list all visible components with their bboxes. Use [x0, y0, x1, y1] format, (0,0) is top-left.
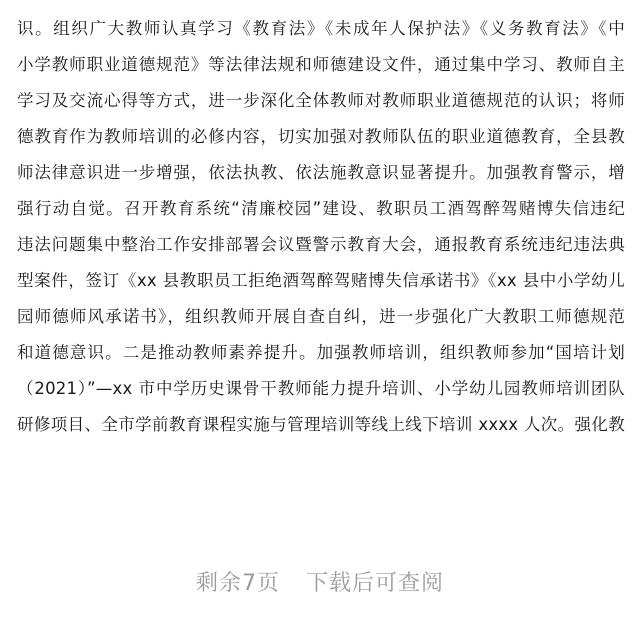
text-line: 和道德意识。二是推动教师素养提升。加强教师培训，组织教师参加“国培计划 — [17, 343, 625, 362]
text-line: 师法律意识进一步增强，依法执教、依法施教意识显著提升。加强教育警示，增 — [17, 163, 625, 182]
download-to-read-label[interactable]: 下载后可查阅 — [305, 571, 444, 596]
text-line: 识。组织广大教师认真学习《教育法》《未成年人保护法》《义务教育法》《中 — [17, 19, 625, 38]
text-line: （2021）”—xx 市中学历史课骨干教师能力提升培训、小学幼儿园教师培训团队 — [17, 379, 625, 398]
text-line: 型案件，签订《xx 县教职员工拒绝酒驾醉驾赌博失信承诺书》《xx 县中小学幼儿 — [17, 271, 625, 290]
document-body — [17, 0, 625, 443]
text-line: 小学教师职业道德规范》等法律法规和师德建设文件，通过集中学习、教师自主 — [17, 55, 625, 74]
download-prompt[interactable] — [0, 566, 640, 597]
text-line: 强行动自觉。召开教育系统“清廉校园”建设、教职员工酒驾醉驾赌博失信违纪 — [17, 199, 625, 218]
text-line: 学习及交流心得等方式，进一步深化全体教师对教师职业道德规范的认识；将师 — [17, 91, 625, 110]
text-line: 违法问题集中整治工作安排部署会议暨警示教育大会，通报教育系统违纪违法典 — [17, 235, 625, 254]
remaining-pages-label: 剩余7页 — [195, 571, 280, 596]
text-line: 德教育作为教师培训的必修内容，切实加强对教师队伍的职业道德教育，全县教 — [17, 127, 625, 146]
text-line: 研修项目、全市学前教育课程实施与管理培训等线上线下培训 xxxx 人次。强化教 — [17, 415, 625, 434]
text-line: 园师德师风承诺书》，组织教师开展自查自纠，进一步强化广大教职工师德规范 — [17, 307, 625, 326]
